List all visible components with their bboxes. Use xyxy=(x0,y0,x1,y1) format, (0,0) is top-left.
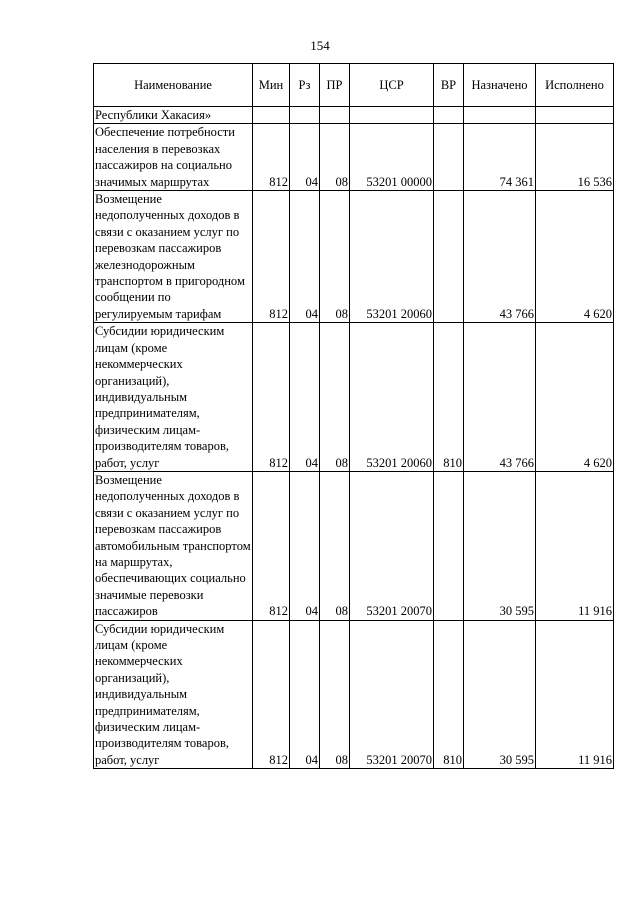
row-min: 812 xyxy=(253,323,290,472)
row-executed: 4 620 xyxy=(536,191,614,323)
row-assigned: 43 766 xyxy=(464,191,536,323)
row-csr: 53201 20070 xyxy=(350,471,434,620)
header-name: Наименование xyxy=(94,64,253,107)
row-name: Возмещение недополученных доходов в связи с оказанием услуг по перевозкам пассажиров автомобильным транспортом на маршрутах, обеспечивающих социально значимые перевозки пассажиров xyxy=(95,472,251,619)
continuation-row xyxy=(94,107,614,124)
row-csr: 53201 00000 xyxy=(350,124,434,191)
row-vr xyxy=(434,471,464,620)
row-csr: 53201 20060 xyxy=(350,323,434,472)
row-vr: 810 xyxy=(434,323,464,472)
row-min: 812 xyxy=(253,124,290,191)
row-name: Возмещение недополученных доходов в связи с оказанием услуг по перевозкам пассажиров железнодорожным транспортом в пригородном сообщении по регулируемым тарифам xyxy=(94,191,253,323)
row-csr: 53201 20070 xyxy=(350,620,434,769)
row-csr: 53201 20060 xyxy=(350,191,434,323)
row-executed: 16 536 xyxy=(536,124,614,191)
table-header-row xyxy=(94,64,614,107)
row-assigned: 30 595 xyxy=(464,471,536,620)
continuation-text: Республики Хакасия» xyxy=(94,107,253,124)
row-executed: 11 916 xyxy=(536,620,614,769)
row-pr: 08 xyxy=(320,471,350,620)
row-vr xyxy=(434,191,464,323)
row-assigned: 74 361 xyxy=(464,124,536,191)
row-min: 812 xyxy=(253,471,290,620)
row-name: Субсидии юридическим лицам (кроме некоммерческих организаций), индивидуальным предпринимателям, физическим лицам-производителям товаров, работ, услуг xyxy=(94,323,253,472)
row-rz: 04 xyxy=(290,620,320,769)
header-pr: ПР xyxy=(320,64,350,107)
row-pr: 08 xyxy=(320,620,350,769)
row-name: Субсидии юридическим лицам (кроме некоммерческих организаций), индивидуальным предпринимателям, физическим лицам-производителям товаров, работ, услуг xyxy=(94,620,253,769)
table-row xyxy=(94,191,614,323)
page-number: 154 xyxy=(310,38,330,53)
row-executed: 4 620 xyxy=(536,323,614,472)
row-vr: 810 xyxy=(434,620,464,769)
row-min: 812 xyxy=(253,191,290,323)
row-assigned: 43 766 xyxy=(464,323,536,472)
header-assigned: Назначено xyxy=(464,64,536,107)
table-row xyxy=(94,620,614,769)
table-row xyxy=(94,471,614,620)
table-row xyxy=(94,124,614,191)
header-rz: Рз xyxy=(290,64,320,107)
row-name: Обеспечение потребности населения в перевозках пассажиров на социально значимых маршрутах xyxy=(94,124,253,191)
row-rz: 04 xyxy=(290,191,320,323)
row-executed: 11 916 xyxy=(536,471,614,620)
row-assigned: 30 595 xyxy=(464,620,536,769)
header-vr: ВР xyxy=(434,64,464,107)
row-pr: 08 xyxy=(320,191,350,323)
row-min: 812 xyxy=(253,620,290,769)
row-pr: 08 xyxy=(320,323,350,472)
row-pr: 08 xyxy=(320,124,350,191)
header-executed: Исполнено xyxy=(536,64,614,107)
header-min: Мин xyxy=(253,64,290,107)
row-rz: 04 xyxy=(290,124,320,191)
row-rz: 04 xyxy=(290,471,320,620)
row-rz: 04 xyxy=(290,323,320,472)
table-row xyxy=(94,323,614,472)
row-vr xyxy=(434,124,464,191)
budget-table xyxy=(93,63,614,769)
header-csr: ЦСР xyxy=(350,64,434,107)
